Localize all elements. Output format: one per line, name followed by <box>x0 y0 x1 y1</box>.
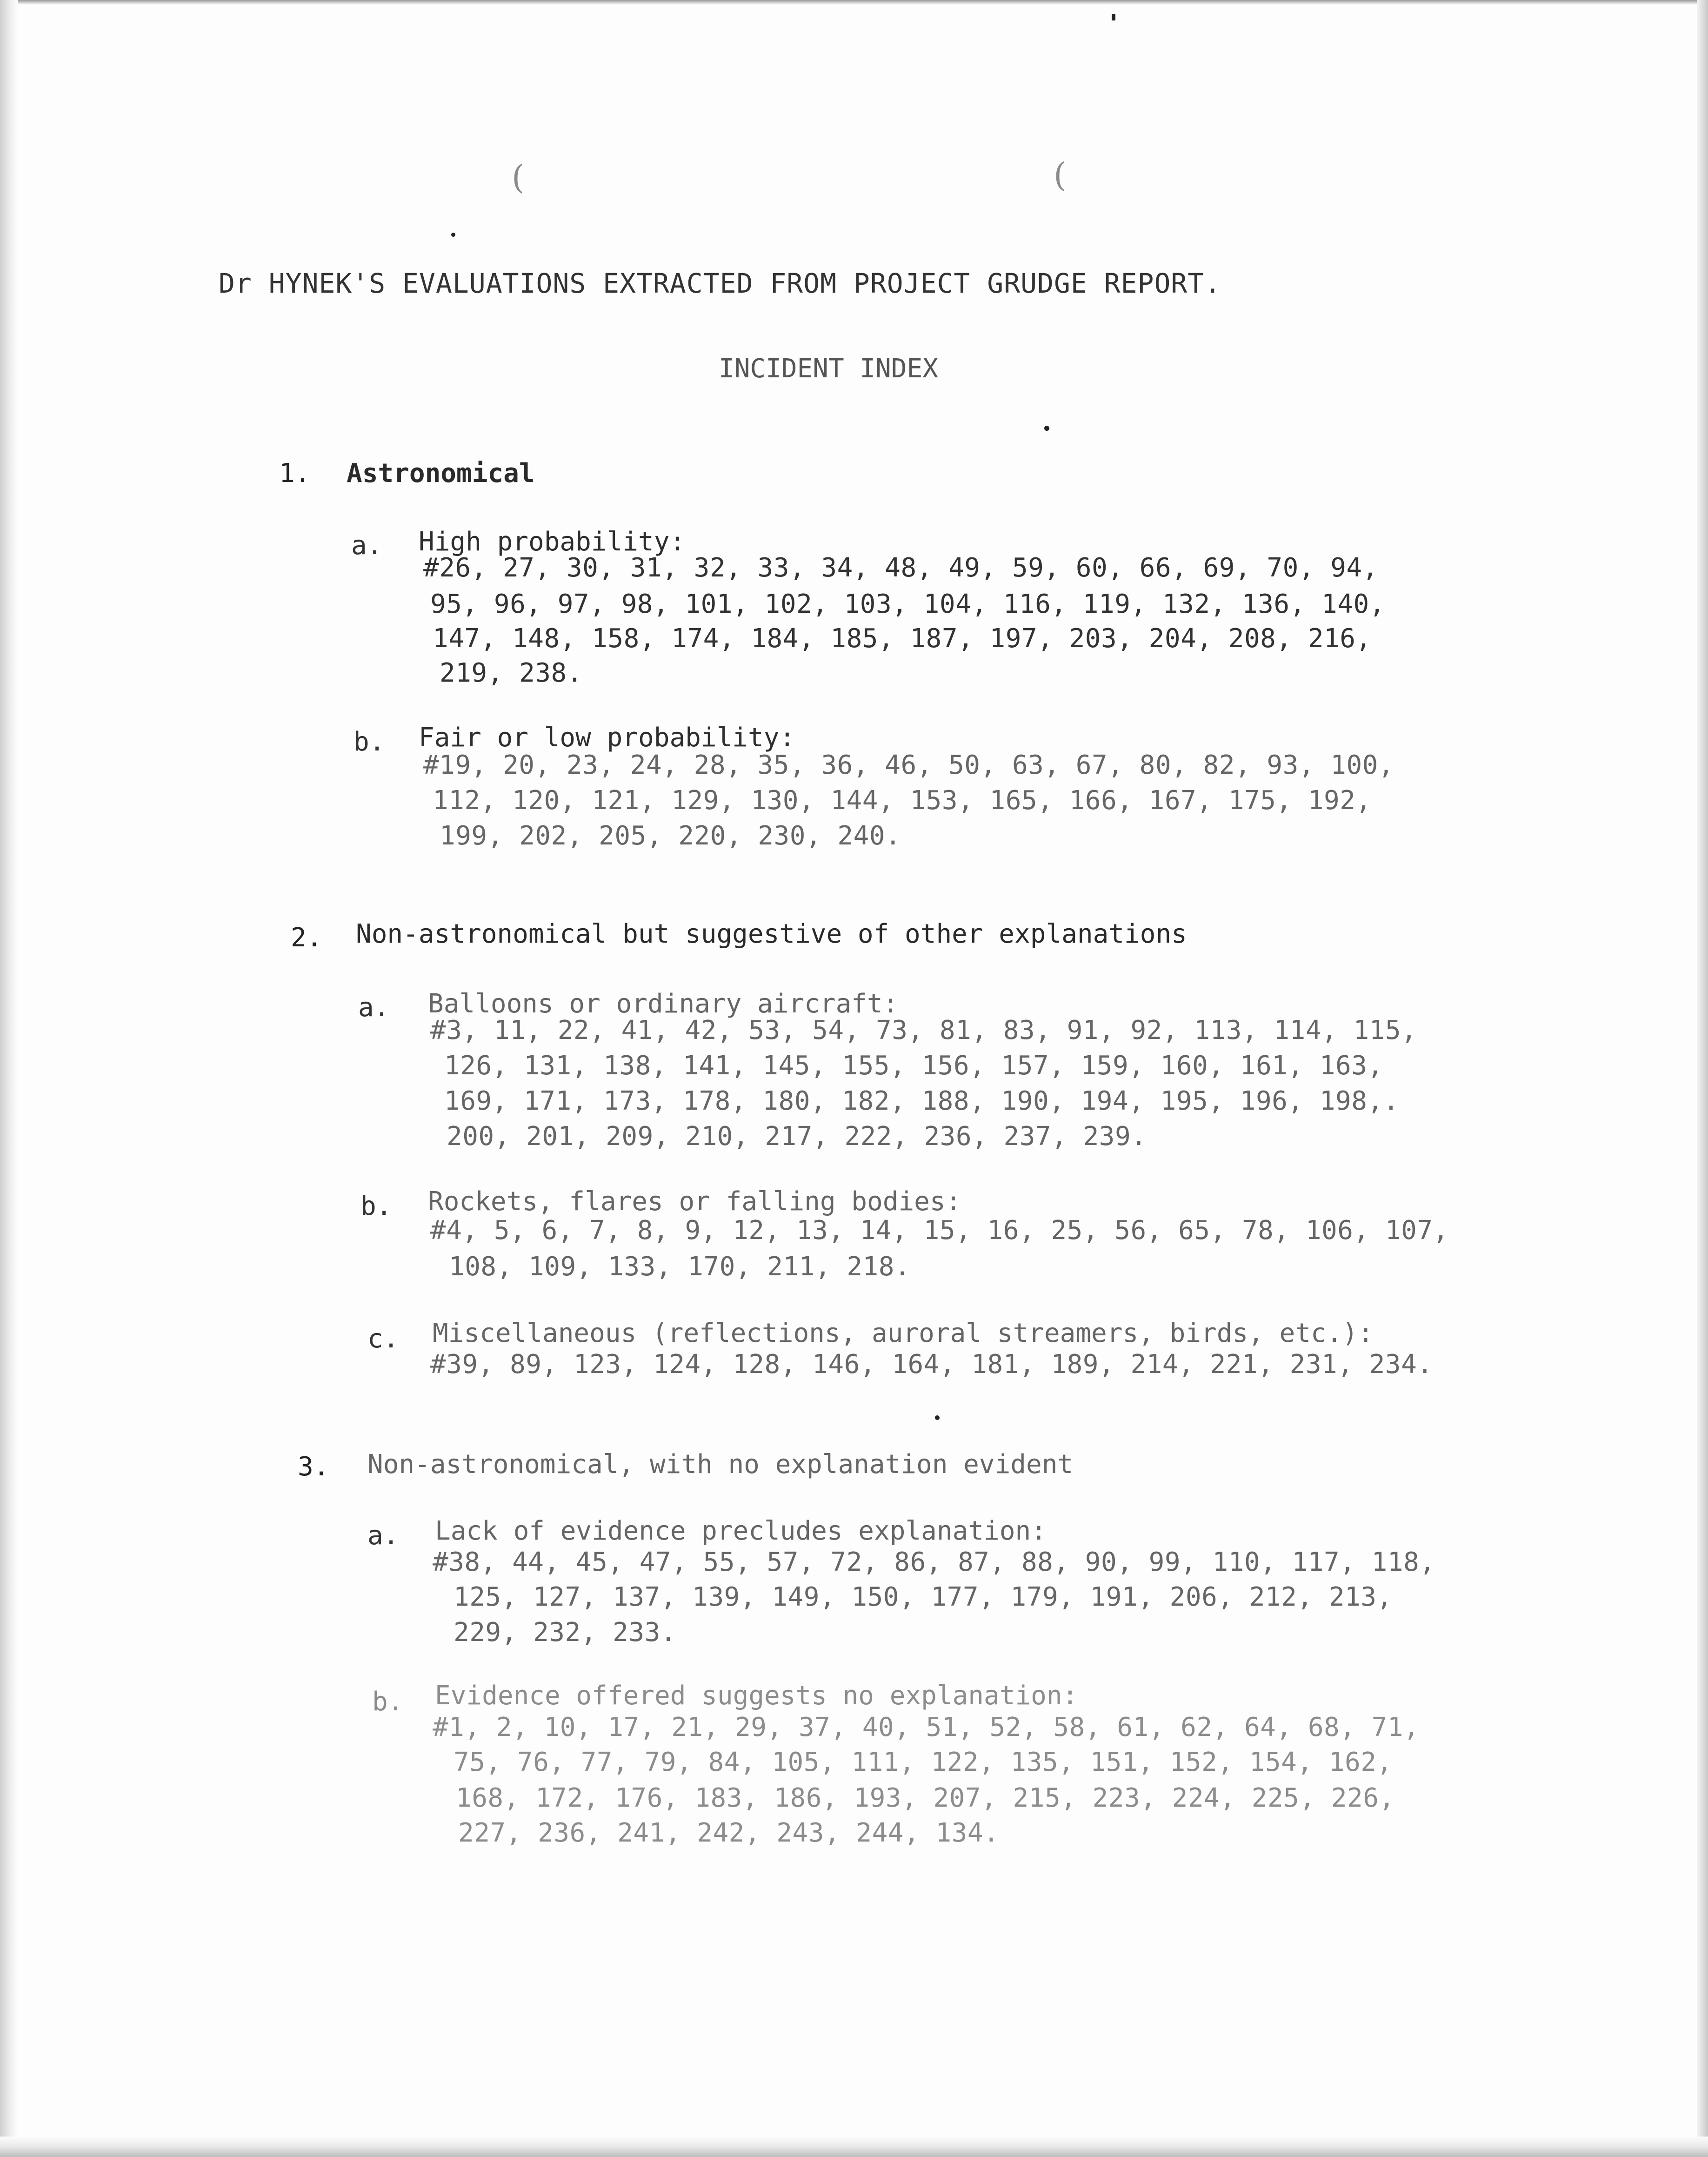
scan-speck <box>1044 426 1049 431</box>
document-subtitle: INCIDENT INDEX <box>719 354 939 384</box>
incident-number-line: 168, 172, 176, 183, 186, 193, 207, 215, 223, 224, 225, 226, <box>456 1783 1395 1813</box>
incident-number-line: 126, 131, 138, 141, 145, 155, 156, 157, 159, 160, 161, 163, <box>444 1051 1383 1081</box>
scan-mark-paren: ( <box>1054 156 1067 194</box>
incident-number-line: #39, 89, 123, 124, 128, 146, 164, 181, 189, 214, 221, 231, 234. <box>430 1349 1433 1380</box>
scan-edge-bottom <box>0 2137 1708 2157</box>
incident-number-line: #4, 5, 6, 7, 8, 9, 12, 13, 14, 15, 16, 25, 56, 65, 78, 106, 107, <box>430 1215 1449 1246</box>
incident-number-line: 219, 238. <box>440 658 583 688</box>
subsection-label: Fair or low probability: <box>419 723 795 753</box>
incident-number-line: 200, 201, 209, 210, 217, 222, 236, 237, 239. <box>447 1121 1147 1152</box>
scan-edge-right <box>1697 0 1708 2157</box>
incident-number-line: 112, 120, 121, 129, 130, 144, 153, 165, 166, 167, 175, 192, <box>433 785 1372 816</box>
section-title: Astronomical <box>347 458 535 489</box>
scan-speck <box>935 1415 940 1420</box>
section-title: Non-astronomical, with no explanation evident <box>367 1449 1074 1480</box>
subsection-label: Balloons or ordinary aircraft: <box>428 989 899 1019</box>
incident-number-line: #3, 11, 22, 41, 42, 53, 54, 73, 81, 83, 91, 92, 113, 114, 115, <box>430 1015 1417 1045</box>
incident-number-line: 75, 76, 77, 79, 84, 105, 111, 122, 135, 151, 152, 154, 162, <box>454 1747 1393 1777</box>
incident-number-line: 108, 109, 133, 170, 211, 218. <box>449 1252 911 1282</box>
subsection-letter: b. <box>372 1687 404 1717</box>
scan-mark-paren: ( <box>512 158 525 196</box>
subsection-letter: a. <box>358 992 390 1023</box>
subsection-letter: b. <box>354 727 385 757</box>
incident-number-line: #38, 44, 45, 47, 55, 57, 72, 86, 87, 88, 90, 99, 110, 117, 118, <box>433 1547 1435 1577</box>
scan-edge-top <box>0 0 1708 5</box>
subsection-letter: c. <box>367 1324 399 1354</box>
scan-speck <box>451 233 455 237</box>
subsection-label: Miscellaneous (reflections, auroral streamers, birds, etc.): <box>433 1318 1374 1348</box>
subsection-label: Lack of evidence precludes explanation: <box>435 1516 1047 1546</box>
subsection-letter: a. <box>351 530 383 561</box>
subsection-label: High probability: <box>419 527 686 557</box>
subsection-letter: a. <box>367 1521 399 1551</box>
incident-number-line: 125, 127, 137, 139, 149, 150, 177, 179, 191, 206, 212, 213, <box>454 1582 1393 1612</box>
section-title: Non-astronomical but suggestive of other explanations <box>356 919 1187 949</box>
incident-number-line: #26, 27, 30, 31, 32, 33, 34, 48, 49, 59, 60, 66, 69, 70, 94, <box>423 553 1378 583</box>
document-title: Dr HYNEK'S EVALUATIONS EXTRACTED FROM PROJECT GRUDGE REPORT. <box>219 268 1221 299</box>
incident-number-line: 169, 171, 173, 178, 180, 182, 188, 190, 194, 195, 196, 198,. <box>444 1086 1399 1116</box>
incident-number-line: #1, 2, 10, 17, 21, 29, 37, 40, 51, 52, 58, 61, 62, 64, 68, 71, <box>433 1712 1420 1742</box>
incident-number-line: 229, 232, 233. <box>454 1617 677 1648</box>
section-number: 2. <box>291 923 322 953</box>
incident-number-line: 227, 236, 241, 242, 243, 244, 134. <box>458 1818 1000 1848</box>
subsection-label: Evidence offered suggests no explanation: <box>435 1681 1078 1711</box>
incident-number-line: 95, 96, 97, 98, 101, 102, 103, 104, 116, 119, 132, 136, 140, <box>430 589 1385 619</box>
incident-number-line: 199, 202, 205, 220, 230, 240. <box>440 821 901 851</box>
subsection-label: Rockets, flares or falling bodies: <box>428 1186 961 1217</box>
subsection-letter: b. <box>360 1191 392 1221</box>
section-number: 3. <box>298 1452 329 1482</box>
section-number: 1. <box>279 458 311 489</box>
incident-number-line: 147, 148, 158, 174, 184, 185, 187, 197, 203, 204, 208, 216, <box>433 623 1372 654</box>
scan-speck <box>1112 14 1115 20</box>
scan-edge-left <box>0 0 18 2157</box>
incident-number-line: #19, 20, 23, 24, 28, 35, 36, 46, 50, 63, 67, 80, 82, 93, 100, <box>423 750 1394 780</box>
